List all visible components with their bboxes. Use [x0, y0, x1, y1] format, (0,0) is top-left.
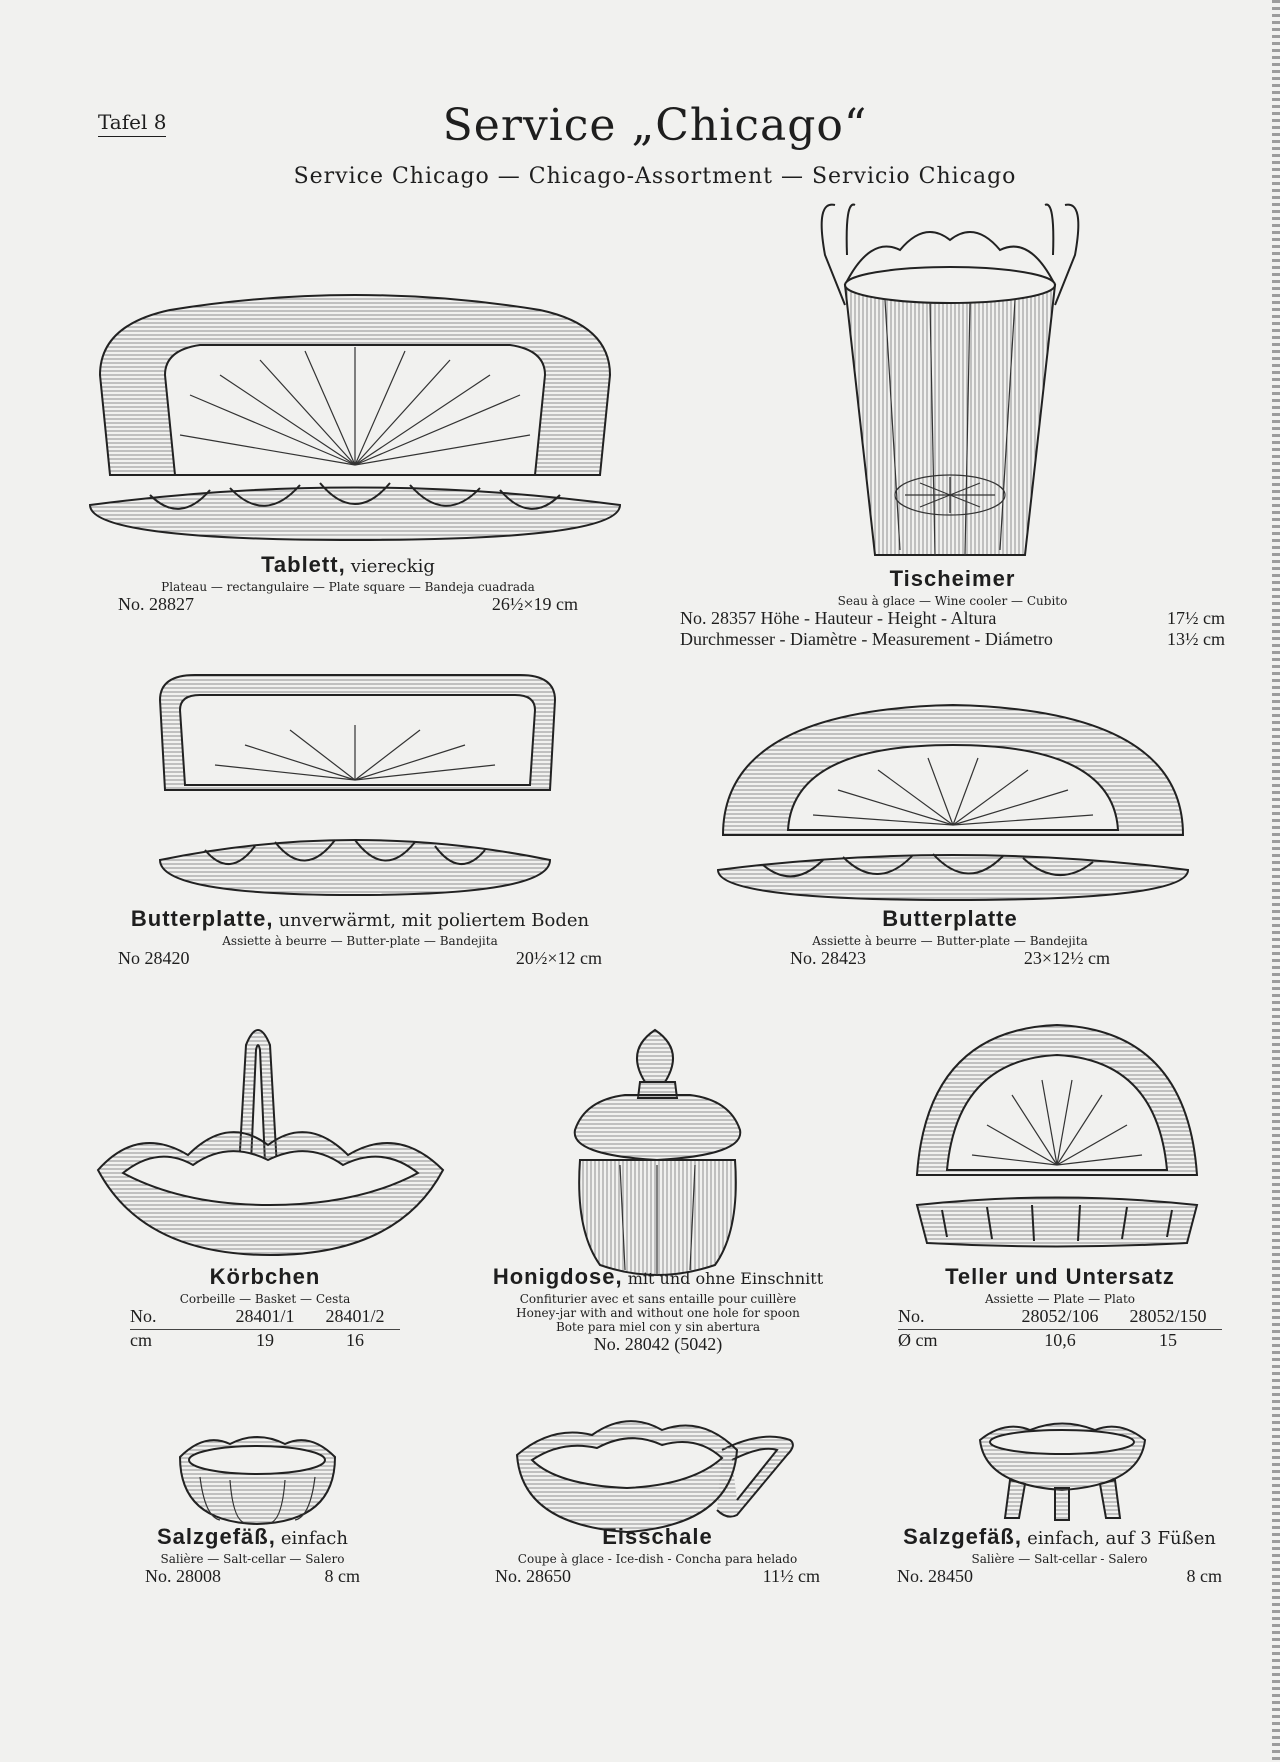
tischeimer-illustration [805, 195, 1095, 565]
salzgefaess-2-caption [897, 1524, 1222, 1587]
tischeimer-name: Tischeimer [889, 566, 1016, 591]
eisschale-translations: Coupe à glace - Ice-dish - Concha para helado [517, 1552, 798, 1566]
teller-translations: Assiette — Plate — Plato [984, 1292, 1136, 1306]
salzgefaess-2-name: Salzgefäß, [903, 1524, 1022, 1549]
salzgefaess-2-name-extra: einfach, auf 3 Füßen [1027, 1528, 1216, 1549]
koerbchen-size-2: 16 [346, 1330, 364, 1350]
tablett-size: 26½×19 cm [491, 594, 578, 614]
koerbchen-name: Körbchen [209, 1264, 321, 1289]
butterplatte-1-size: 20½×12 cm [515, 948, 602, 968]
koerbchen-translations: Corbeille — Basket — Cesta [179, 1292, 351, 1306]
honigdose-number: No. 28042 (5042) [593, 1334, 723, 1354]
honigdose-translation-en: Honey-jar with and without one hole for spoon [516, 1306, 800, 1320]
salzgefaess-2-illustration [975, 1420, 1150, 1520]
koerbchen-cm-label: cm [130, 1330, 152, 1350]
teller-cm-label: Ø cm [898, 1330, 938, 1350]
tischeimer-height-label: No. 28357 Höhe - Hauteur - Height - Altura [680, 608, 997, 628]
page-title: Service „Chicago“ [442, 100, 868, 151]
honigdose-name-extra: mit und ohne Einschnitt [627, 1269, 824, 1288]
tablett-name: Tablett, [261, 552, 346, 577]
teller-number-2: 28052/150 [1129, 1306, 1207, 1326]
eisschale-number: No. 28650 [495, 1566, 571, 1586]
tischeimer-caption [680, 566, 1225, 650]
tablett-illustration [90, 285, 620, 545]
scan-edge [1272, 0, 1280, 1762]
honigdose-illustration [565, 1030, 750, 1280]
tischeimer-translations: Seau à glace — Wine cooler — Cubito [837, 594, 1068, 608]
butterplatte-2-name: Butterplatte [882, 906, 1018, 931]
teller-size-2: 15 [1159, 1330, 1177, 1350]
koerbchen-illustration [98, 1015, 443, 1255]
koerbchen-caption [130, 1264, 400, 1351]
butterplatte-2-size: 23×12½ cm [1023, 948, 1110, 968]
koerbchen-number-1: 28401/1 [235, 1306, 295, 1326]
salzgefaess-1-name-extra: einfach [280, 1528, 348, 1549]
butterplatte-1-number: No 28420 [118, 948, 190, 968]
butterplatte-2-translations: Assiette à beurre — Butter-plate — Bandejita [812, 934, 1088, 948]
butterplatte-2-illustration [718, 700, 1188, 905]
salzgefaess-2-size: 8 cm [1186, 1566, 1222, 1586]
teller-number-1: 28052/106 [1021, 1306, 1099, 1326]
eisschale-name: Eisschale [602, 1524, 713, 1549]
butterplatte-1-illustration [155, 670, 560, 900]
honigdose-name: Honigdose, [492, 1264, 623, 1289]
tablett-caption [118, 552, 578, 615]
eisschale-illustration [512, 1410, 797, 1535]
honigdose-translation-es: Bote para miel con y sin abertura [555, 1320, 761, 1334]
tischeimer-diameter: 13½ cm [1167, 629, 1225, 649]
salzgefaess-1-size: 8 cm [324, 1566, 360, 1586]
tablett-number: No. 28827 [118, 594, 194, 614]
butterplatte-1-caption [118, 906, 602, 969]
koerbchen-no-label: No. [130, 1306, 157, 1326]
teller-no-label: No. [898, 1306, 925, 1326]
honigdose-caption [488, 1264, 828, 1355]
tablett-name-extra: viereckig [350, 556, 435, 577]
salzgefaess-2-number: No. 28450 [897, 1566, 973, 1586]
salzgefaess-1-caption [145, 1524, 360, 1587]
salzgefaess-1-translations: Salière — Salt-cellar — Salero [160, 1552, 345, 1566]
butterplatte-1-translations: Assiette à beurre — Butter-plate — Bandejita [222, 934, 498, 948]
butterplatte-1-name-extra: unverwärmt, mit poliertem Boden [278, 910, 590, 931]
honigdose-translation-fr: Confiturier avec et sans entaille pour cuillère [519, 1292, 797, 1306]
tablett-translations: Plateau — rectangulaire — Plate square — Bandeja cuadrada [161, 580, 535, 594]
tischeimer-height: 17½ cm [1167, 608, 1225, 628]
salzgefaess-2-translations: Salière — Salt-cellar - Salero [971, 1552, 1148, 1566]
butterplatte-2-caption [790, 906, 1110, 969]
eisschale-caption [495, 1524, 820, 1587]
koerbchen-number-2: 28401/2 [325, 1306, 385, 1326]
page-subtitle: Service Chicago — Chicago-Assortment — Servicio Chicago [293, 164, 1017, 189]
salzgefaess-1-number: No. 28008 [145, 1566, 221, 1586]
teller-caption [898, 1264, 1222, 1351]
teller-illustration [912, 1025, 1202, 1250]
koerbchen-size-1: 19 [256, 1330, 274, 1350]
tischeimer-diameter-label: Durchmesser - Diamètre - Measurement - Diámetro [680, 629, 1053, 649]
teller-name: Teller und Untersatz [945, 1264, 1175, 1289]
teller-size-1: 10,6 [1044, 1330, 1076, 1350]
salzgefaess-1-name: Salzgefäß, [157, 1524, 276, 1549]
salzgefaess-1-illustration [175, 1432, 340, 1527]
butterplatte-2-number: No. 28423 [790, 948, 866, 968]
eisschale-size: 11½ cm [762, 1566, 820, 1586]
plate-number: Tafel 8 [98, 110, 166, 137]
butterplatte-1-name: Butterplatte, [130, 906, 274, 931]
